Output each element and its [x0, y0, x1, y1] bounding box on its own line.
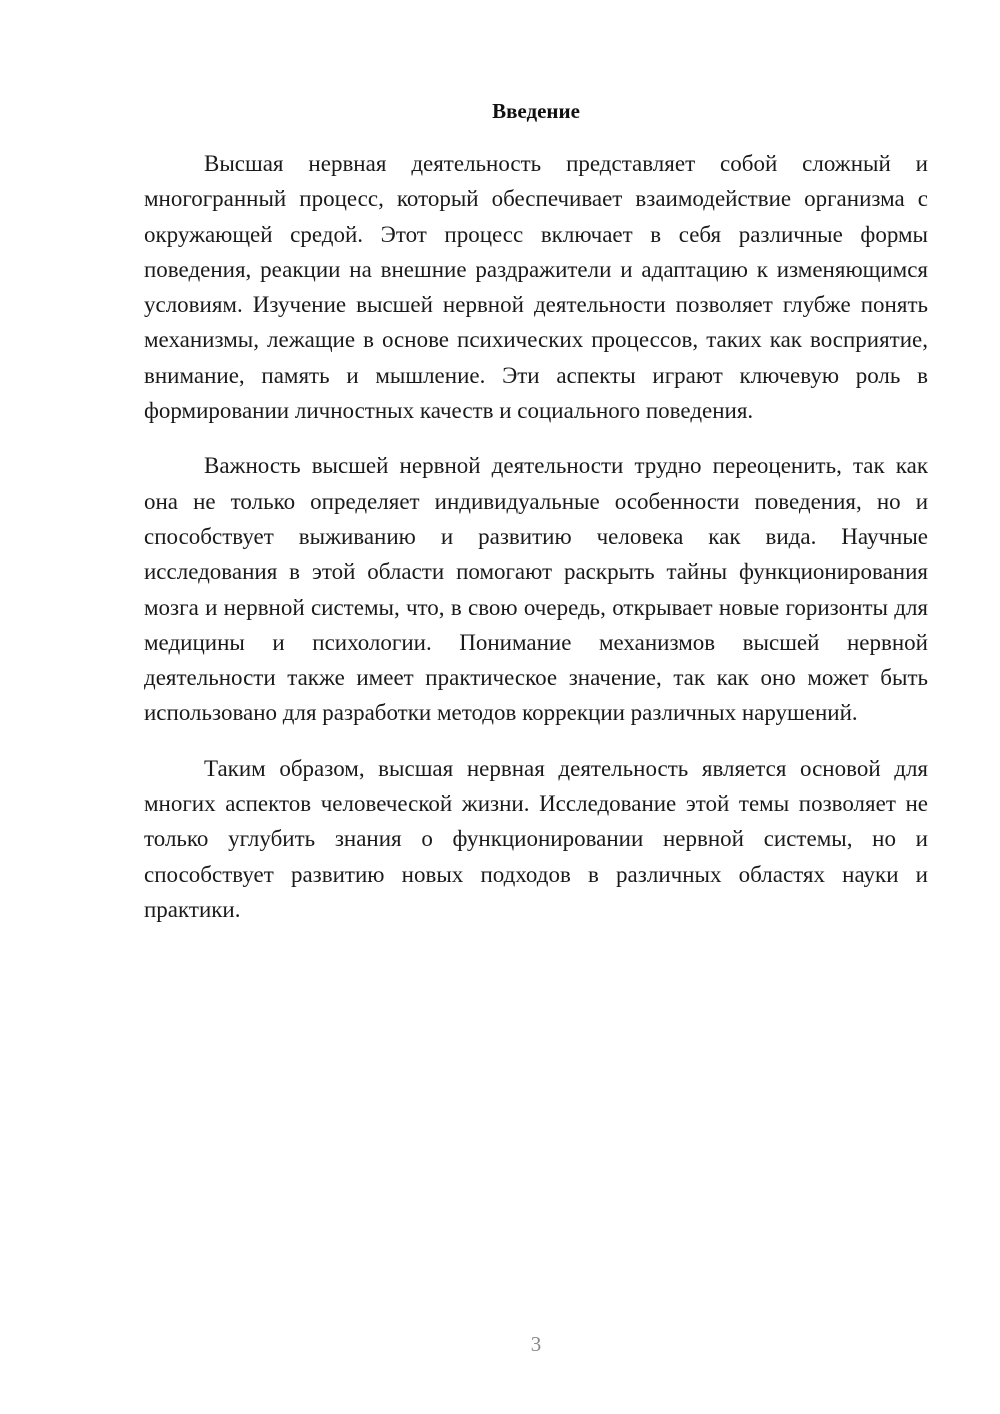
paragraph-3: Таким образом, высшая нервная деятельность является основой для многих аспектов человеческой жизни. Исследование этой темы позволяет не только углубить знания о функционировании нервной системы, но и способствует развитию новых подходов в различных областях науки и практики.	[144, 755, 928, 922]
paragraph-2: Важность высшей нервной деятельности трудно переоценить, так как она не только определяет индивидуальные особенности поведения, но и способствует выживанию и развитию человека как вида. Научные исследования в этой области помогают раскрыть тайны функционирования мозга и нервной системы, что, в свою очередь, открывает новые горизонты для медицины и психологии. Понимание механизмов высшей нервной деятельности также имеет практическое значение, так как оно может быть использовано для разработки методов коррекции различных нарушений.	[144, 453, 928, 726]
paragraph-1: Высшая нервная деятельность представляет собой сложный и многогранный процесс, который обеспечивает взаимодействие организма с окружающей средой. Этот процесс включает в себя различные формы поведения, реакции на внешние раздражители и адаптацию к изменяющимся условиям. Изучение высшей нервной деятельности позволяет глубже понять механизмы, лежащие в основе психических процессов, таких как восприятие, внимание, память и мышление. Эти аспекты играют ключевую роль в формировании личностных качеств и социального поведения.	[144, 151, 928, 424]
page-number: 3	[530, 1332, 542, 1356]
page-content	[144, 96, 928, 947]
section-title: Введение	[492, 99, 580, 123]
